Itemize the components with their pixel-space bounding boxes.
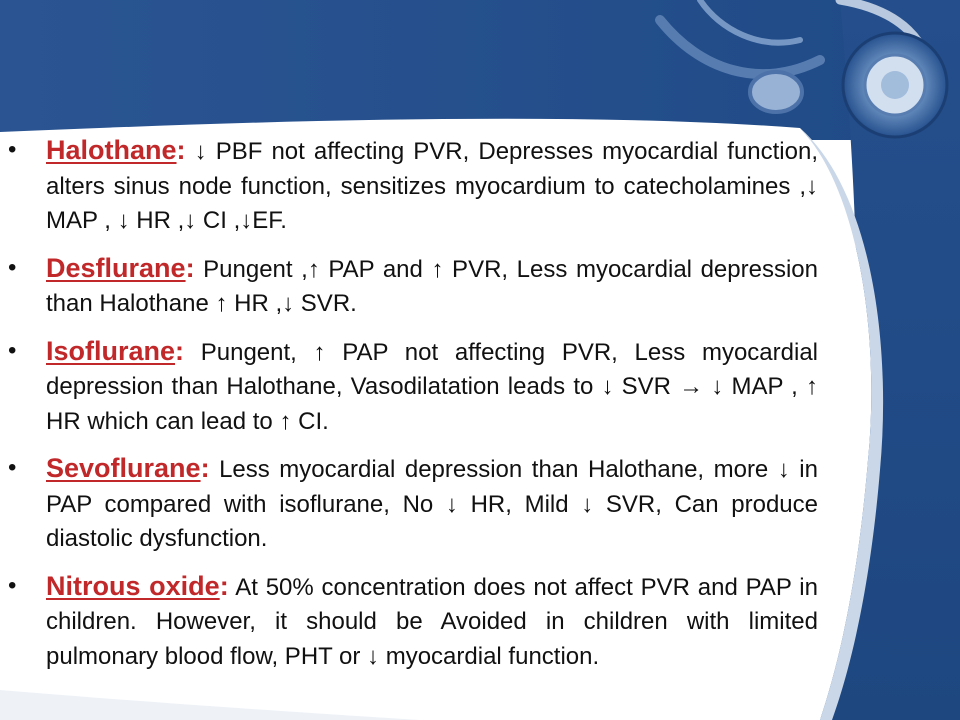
term-name: Desflurane: [46, 252, 186, 283]
term-label: [46, 253, 195, 283]
term-separator: :: [200, 453, 210, 483]
bullet-icon: •: [8, 136, 17, 163]
term-label: [46, 571, 229, 601]
bullet-icon: •: [8, 571, 17, 599]
bullet-icon: •: [8, 454, 17, 481]
term-description: At 50% concentration does not affect PVR and PAP in children. However, it should be Avoided in children with limited pulmonary blood flow, PHT or ↓ myocardial function.: [46, 573, 818, 670]
list-item: [8, 251, 818, 322]
list-item: [8, 334, 818, 440]
term-label: [46, 336, 184, 366]
term-label: [46, 453, 210, 483]
term-description: Pungent ,↑ PAP and ↑ PVR, Less myocardial depression than Halothane ↑ HR ,↓ SVR.: [46, 255, 818, 317]
term-name: Isoflurane: [46, 335, 176, 366]
term-separator: :: [185, 252, 195, 283]
bullet-icon: •: [8, 336, 17, 364]
term-description: Pungent, ↑ PAP not affecting PVR, Less myocardial depression than Halothane, Vasodilatation leads to ↓ SVR → ↓ MAP , ↑ HR which can lead to ↑ CI.: [46, 338, 818, 435]
term-separator: :: [175, 335, 185, 366]
bullet-list: [8, 133, 818, 686]
term-separator: :: [219, 570, 229, 601]
term-name: Nitrous oxide: [46, 570, 220, 601]
term-description: Less myocardial depression than Halothane, more ↓ in PAP compared with isoflurane, No ↓ HR, Mild ↓ SVR, Can produce diastolic dysfunction.: [46, 456, 818, 552]
term-name: Sevoflurane: [46, 453, 201, 483]
term-separator: :: [176, 135, 186, 165]
term-name: Halothane: [46, 135, 177, 165]
list-item: [8, 569, 818, 675]
bullet-icon: •: [8, 253, 17, 281]
term-label: [46, 135, 186, 165]
term-description: ↓ PBF not affecting PVR, Depresses myocardial function, alters sinus node function, sensitizes myocardium to catecholamines ,↓ MAP , ↓ HR ,↓ CI ,↓EF.: [46, 138, 818, 234]
list-item: [8, 451, 818, 557]
list-item: [8, 133, 818, 239]
